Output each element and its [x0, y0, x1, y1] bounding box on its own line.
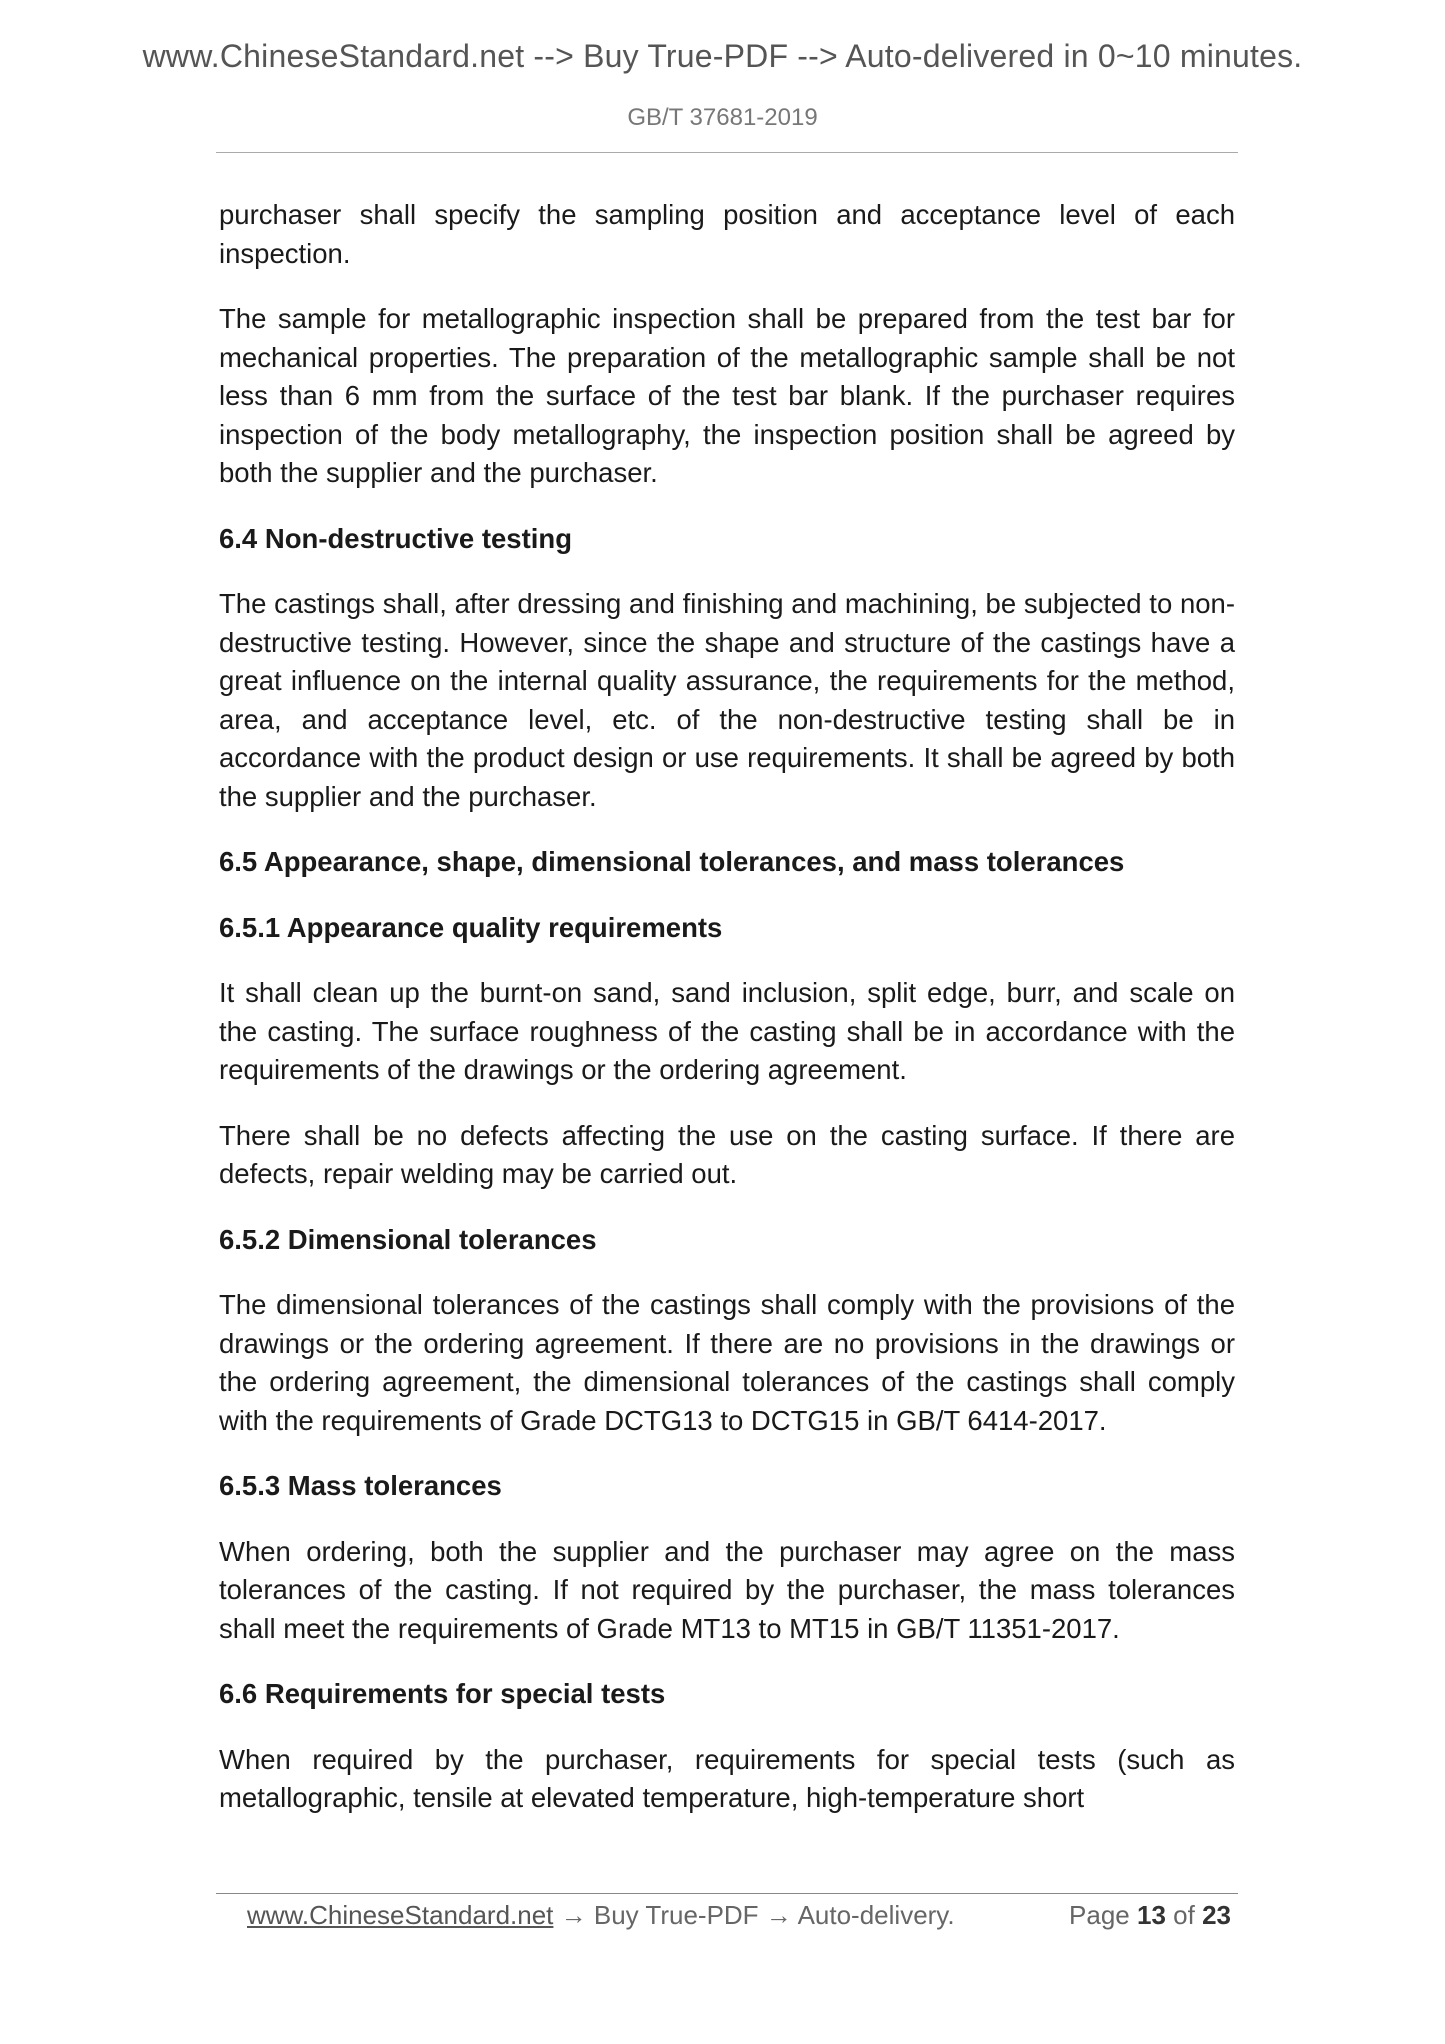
paragraph: When ordering, both the supplier and the purchaser may agree on the mass tolerances of the casting. If not required by the purchaser, the mass tolerances shall meet the requirements of Grade MT13 to MT15 in GB/T 11351-2017.: [219, 1535, 1235, 1644]
top-banner: www.ChineseStandard.net --> Buy True-PDF --> Auto-delivered in 0~10 minutes.: [142, 38, 1303, 74]
paragraph: The dimensional tolerances of the castings shall comply with the provisions of the drawings or the ordering agreement. If there are no provisions in the drawings or the ordering agreement, the dimensional tolerances of the castings shall comply with the requirements of Grade DCTG13 to DCTG15 in GB/T 6414-2017.: [219, 1289, 1235, 1436]
of-label: of: [1173, 1900, 1195, 1930]
footer-link[interactable]: www.ChineseStandard.net: [247, 1900, 554, 1930]
page-total: 23: [1202, 1900, 1231, 1930]
section-heading-6-6: 6.6 Requirements for special tests: [219, 1678, 666, 1709]
paragraph: There shall be no defects affecting the use on the casting surface. If there are defects, repair welding may be carried out.: [219, 1119, 1235, 1189]
paragraph: It shall clean up the burnt-on sand, sand inclusion, split edge, burr, and scale on the casting. The surface roughness of the casting shall be in accordance with the requirements of the drawings or the ordering agreement.: [219, 977, 1235, 1085]
page-current: 13: [1137, 1900, 1166, 1930]
section-heading-6-4: 6.4 Non-destructive testing: [219, 522, 572, 554]
paragraph: purchaser shall specify the sampling position and acceptance level of each inspection.: [219, 199, 1235, 269]
section-heading-6-5-3: 6.5.3 Mass tolerances: [219, 1470, 502, 1501]
page-indicator: [1069, 1900, 1231, 1931]
document-number: GB/T 37681-2019: [627, 104, 818, 131]
page-content: [219, 196, 1235, 1845]
paragraph: When required by the purchaser, requirements for special tests (such as metallographic, tensile at elevated temperature, high-temperature short: [219, 1743, 1235, 1813]
header-divider: [216, 152, 1238, 153]
footer-promo: [247, 1900, 955, 1931]
section-heading-6-5-2: 6.5.2 Dimensional tolerances: [219, 1223, 597, 1255]
section-heading-6-5: 6.5 Appearance, shape, dimensional tolerances, and mass tolerances: [219, 846, 1125, 877]
page-label: Page: [1069, 1900, 1130, 1930]
paragraph: The sample for metallographic inspection shall be prepared from the test bar for mechanical properties. The preparation of the metallographic sample shall be not less than 6 mm from the surface of the test bar blank. If the purchaser requires inspection of the body metallography, the inspection position shall be agreed by both the supplier and the purchaser.: [219, 303, 1235, 488]
paragraph: The castings shall, after dressing and finishing and machining, be subjected to non-destructive testing. However, since the shape and structure of the castings have a great influence on the internal quality assurance, the requirements for the method, area, and acceptance level, etc. of the non-destructive testing shall be in accordance with the product design or use requirements. It shall be agreed by both the supplier and the purchaser.: [219, 588, 1235, 812]
footer-divider: [216, 1893, 1238, 1894]
section-heading-6-5-1: 6.5.1 Appearance quality requirements: [219, 911, 723, 943]
footer-tagline: → Buy True-PDF → Auto-delivery.: [553, 1900, 955, 1930]
page-footer: [247, 1900, 1237, 1936]
